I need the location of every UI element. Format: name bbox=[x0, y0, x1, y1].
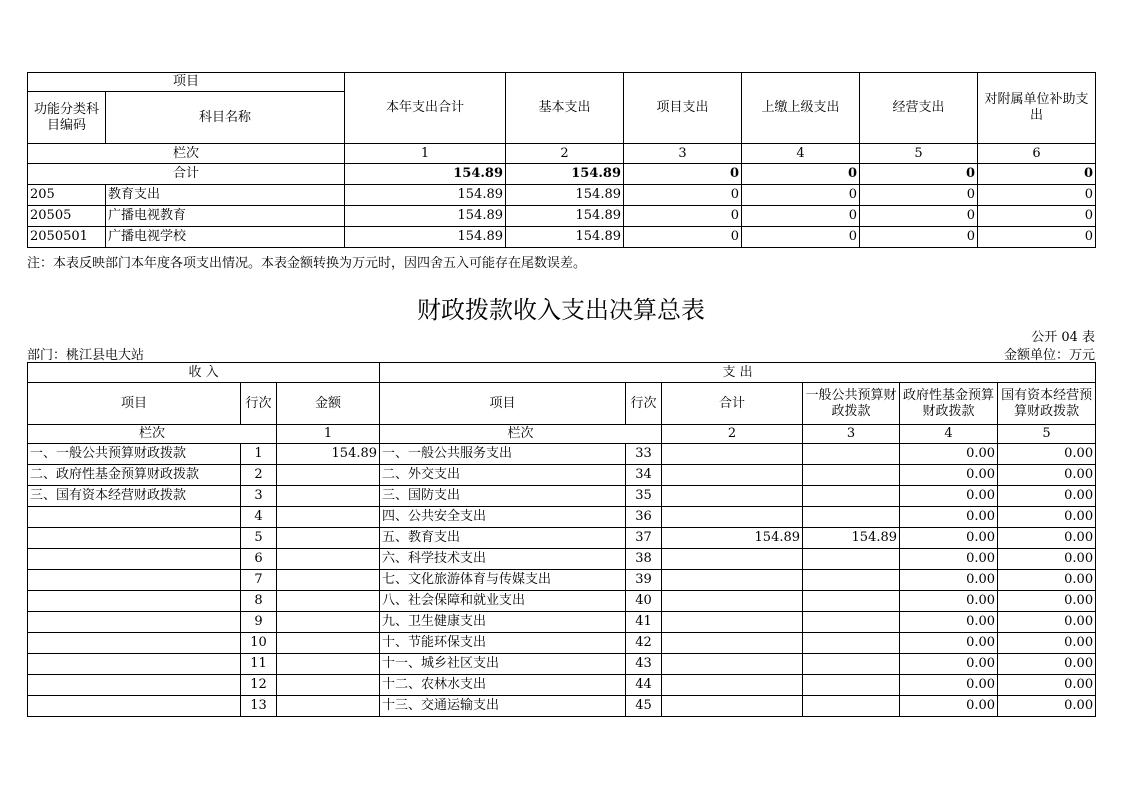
expense-rowno: 38 bbox=[626, 549, 662, 570]
header-col-subsidy: 对附属单位补助支出 bbox=[978, 73, 1096, 144]
page-title: 财政拨款收入支出决算总表 bbox=[417, 296, 705, 324]
table-row bbox=[28, 675, 1096, 696]
expense-total bbox=[662, 444, 803, 465]
income-amount bbox=[277, 654, 380, 675]
row-code: 205 bbox=[28, 185, 106, 206]
expense-gov-fund: 0.00 bbox=[900, 444, 998, 465]
expense-general-budget bbox=[803, 465, 900, 486]
income-expense-table bbox=[27, 362, 1096, 717]
lanci-num: 3 bbox=[624, 144, 742, 164]
header-exp-rowno: 行次 bbox=[626, 383, 662, 425]
header-state-capital: 国有资本经营预算财政拨款 bbox=[998, 383, 1096, 425]
expense-general-budget bbox=[803, 570, 900, 591]
expense-item: 七、文化旅游体育与传媒支出 bbox=[380, 570, 626, 591]
expense-general-budget bbox=[803, 444, 900, 465]
expense-state-capital: 0.00 bbox=[998, 696, 1096, 717]
row-value: 0 bbox=[624, 206, 742, 227]
row-value: 0 bbox=[978, 206, 1096, 227]
expense-gov-fund: 0.00 bbox=[900, 570, 998, 591]
header-exp-item: 项目 bbox=[380, 383, 626, 425]
row-value: 0 bbox=[978, 227, 1096, 248]
expense-total bbox=[662, 507, 803, 528]
income-amount bbox=[277, 696, 380, 717]
expense-general-budget bbox=[803, 486, 900, 507]
expense-gov-fund: 0.00 bbox=[900, 528, 998, 549]
header-amount: 金额 bbox=[277, 383, 380, 425]
expense-item: 十二、农林水支出 bbox=[380, 675, 626, 696]
lanci-num: 2 bbox=[662, 425, 803, 444]
income-rowno: 10 bbox=[241, 633, 277, 654]
header-col-upper: 上缴上级支出 bbox=[742, 73, 860, 144]
income-amount: 154.89 bbox=[277, 444, 380, 465]
expense-general-budget bbox=[803, 591, 900, 612]
expense-rowno: 35 bbox=[626, 486, 662, 507]
row-code: 2050501 bbox=[28, 227, 106, 248]
expense-general-budget bbox=[803, 675, 900, 696]
income-amount bbox=[277, 507, 380, 528]
row-value: 0 bbox=[860, 206, 978, 227]
row-value: 0 bbox=[742, 185, 860, 206]
income-amount bbox=[277, 612, 380, 633]
header-item: 项目 bbox=[28, 383, 241, 425]
table-row bbox=[28, 185, 1096, 206]
row-name: 广播电视学校 bbox=[106, 227, 345, 248]
table-row bbox=[28, 528, 1096, 549]
expense-gov-fund: 0.00 bbox=[900, 612, 998, 633]
lanci-label: 栏次 bbox=[28, 144, 345, 164]
expense-gov-fund: 0.00 bbox=[900, 633, 998, 654]
row-value: 154.89 bbox=[345, 227, 506, 248]
expense-gov-fund: 0.00 bbox=[900, 549, 998, 570]
expense-header: 支 出 bbox=[380, 363, 1096, 383]
lanci-num: 4 bbox=[900, 425, 998, 444]
income-rowno: 13 bbox=[241, 696, 277, 717]
expense-item: 十一、城乡社区支出 bbox=[380, 654, 626, 675]
table-row bbox=[28, 570, 1096, 591]
row-value: 154.89 bbox=[506, 185, 624, 206]
expense-state-capital: 0.00 bbox=[998, 612, 1096, 633]
expense-state-capital: 0.00 bbox=[998, 465, 1096, 486]
expense-item: 二、外交支出 bbox=[380, 465, 626, 486]
row-value: 0 bbox=[860, 185, 978, 206]
income-header: 收 入 bbox=[28, 363, 380, 383]
expense-rowno: 44 bbox=[626, 675, 662, 696]
table-row bbox=[28, 507, 1096, 528]
row-value: 0 bbox=[860, 227, 978, 248]
row-name: 广播电视教育 bbox=[106, 206, 345, 227]
lanci-num: 5 bbox=[860, 144, 978, 164]
header-item: 项目 bbox=[28, 73, 345, 92]
income-rowno: 2 bbox=[241, 465, 277, 486]
expense-gov-fund: 0.00 bbox=[900, 591, 998, 612]
income-item bbox=[28, 528, 241, 549]
row-value: 0 bbox=[978, 185, 1096, 206]
lanci-label-left: 栏次 bbox=[28, 425, 277, 444]
income-item bbox=[28, 696, 241, 717]
income-amount bbox=[277, 570, 380, 591]
expense-item: 十三、交通运输支出 bbox=[380, 696, 626, 717]
table-row bbox=[28, 654, 1096, 675]
income-rowno: 8 bbox=[241, 591, 277, 612]
income-amount bbox=[277, 591, 380, 612]
income-rowno: 9 bbox=[241, 612, 277, 633]
lanci-label-right: 栏次 bbox=[380, 425, 662, 444]
income-amount bbox=[277, 549, 380, 570]
row-value: 154.89 bbox=[506, 206, 624, 227]
income-rowno: 6 bbox=[241, 549, 277, 570]
expense-rowno: 42 bbox=[626, 633, 662, 654]
expense-total bbox=[662, 570, 803, 591]
lanci-num: 1 bbox=[277, 425, 380, 444]
expense-state-capital: 0.00 bbox=[998, 675, 1096, 696]
expense-general-budget bbox=[803, 654, 900, 675]
income-item bbox=[28, 570, 241, 591]
expense-general-budget bbox=[803, 612, 900, 633]
table-row bbox=[28, 591, 1096, 612]
income-rowno: 3 bbox=[241, 486, 277, 507]
expense-state-capital: 0.00 bbox=[998, 444, 1096, 465]
expense-rowno: 37 bbox=[626, 528, 662, 549]
expense-general-budget bbox=[803, 549, 900, 570]
row-value: 0 bbox=[624, 227, 742, 248]
row-value: 154.89 bbox=[345, 206, 506, 227]
row-name: 教育支出 bbox=[106, 185, 345, 206]
income-rowno: 4 bbox=[241, 507, 277, 528]
expense-state-capital: 0.00 bbox=[998, 633, 1096, 654]
income-item bbox=[28, 675, 241, 696]
expense-state-capital: 0.00 bbox=[998, 486, 1096, 507]
expense-item: 五、教育支出 bbox=[380, 528, 626, 549]
header-col-total: 本年支出合计 bbox=[345, 73, 506, 144]
header-func-code: 功能分类科目编码 bbox=[28, 92, 106, 144]
table-row bbox=[28, 227, 1096, 248]
row-value: 0 bbox=[742, 227, 860, 248]
total-value: 154.89 bbox=[345, 164, 506, 185]
header-col-project: 项目支出 bbox=[624, 73, 742, 144]
table-row bbox=[28, 549, 1096, 570]
expense-gov-fund: 0.00 bbox=[900, 675, 998, 696]
table-row bbox=[28, 444, 1096, 465]
expense-total bbox=[662, 465, 803, 486]
header-col-basic: 基本支出 bbox=[506, 73, 624, 144]
table-row bbox=[28, 486, 1096, 507]
expense-item: 三、国防支出 bbox=[380, 486, 626, 507]
lanci-num: 6 bbox=[978, 144, 1096, 164]
expense-general-budget: 154.89 bbox=[803, 528, 900, 549]
income-rowno: 12 bbox=[241, 675, 277, 696]
expense-gov-fund: 0.00 bbox=[900, 654, 998, 675]
income-item bbox=[28, 507, 241, 528]
table-note: 注：本表反映部门本年度各项支出情况。本表金额转换为万元时，因四舍五入可能存在尾数误差。 bbox=[27, 256, 587, 271]
income-rowno: 5 bbox=[241, 528, 277, 549]
income-amount bbox=[277, 465, 380, 486]
total-value: 0 bbox=[624, 164, 742, 185]
lanci-num: 1 bbox=[345, 144, 506, 164]
expense-general-budget bbox=[803, 507, 900, 528]
expense-gov-fund: 0.00 bbox=[900, 465, 998, 486]
expense-item: 九、卫生健康支出 bbox=[380, 612, 626, 633]
income-item bbox=[28, 549, 241, 570]
expense-total bbox=[662, 675, 803, 696]
expense-rowno: 34 bbox=[626, 465, 662, 486]
lanci-num: 5 bbox=[998, 425, 1096, 444]
expense-gov-fund: 0.00 bbox=[900, 507, 998, 528]
income-rowno: 11 bbox=[241, 654, 277, 675]
income-rowno: 1 bbox=[241, 444, 277, 465]
total-row bbox=[28, 164, 1096, 185]
total-value: 0 bbox=[978, 164, 1096, 185]
expense-rowno: 40 bbox=[626, 591, 662, 612]
expense-total bbox=[662, 549, 803, 570]
expense-general-budget bbox=[803, 696, 900, 717]
expense-rowno: 41 bbox=[626, 612, 662, 633]
income-item: 二、政府性基金预算财政拨款 bbox=[28, 465, 241, 486]
header-general-budget: 一般公共预算财政拨款 bbox=[803, 383, 900, 425]
expense-total bbox=[662, 612, 803, 633]
income-amount bbox=[277, 675, 380, 696]
expense-state-capital: 0.00 bbox=[998, 654, 1096, 675]
row-value: 0 bbox=[742, 206, 860, 227]
table-row bbox=[28, 696, 1096, 717]
expense-rowno: 39 bbox=[626, 570, 662, 591]
row-value: 154.89 bbox=[345, 185, 506, 206]
income-rowno: 7 bbox=[241, 570, 277, 591]
income-item bbox=[28, 654, 241, 675]
department-label: 部门：桃江县电大站 bbox=[27, 348, 145, 363]
expense-total bbox=[662, 654, 803, 675]
total-value: 0 bbox=[860, 164, 978, 185]
table-row bbox=[28, 206, 1096, 227]
expense-gov-fund: 0.00 bbox=[900, 696, 998, 717]
header-total: 合计 bbox=[662, 383, 803, 425]
unit-label: 金额单位：万元 bbox=[1003, 348, 1095, 363]
table-code: 公开 04 表 bbox=[1031, 330, 1095, 345]
total-label: 合计 bbox=[28, 164, 345, 185]
header-subject-name: 科目名称 bbox=[106, 92, 345, 144]
row-value: 154.89 bbox=[506, 227, 624, 248]
income-item: 三、国有资本经营财政拨款 bbox=[28, 486, 241, 507]
income-amount bbox=[277, 528, 380, 549]
income-item bbox=[28, 591, 241, 612]
income-item bbox=[28, 633, 241, 654]
income-amount bbox=[277, 486, 380, 507]
expense-state-capital: 0.00 bbox=[998, 528, 1096, 549]
row-value: 0 bbox=[624, 185, 742, 206]
row-code: 20505 bbox=[28, 206, 106, 227]
expense-rowno: 43 bbox=[626, 654, 662, 675]
income-item: 一、一般公共预算财政拨款 bbox=[28, 444, 241, 465]
expense-general-budget bbox=[803, 633, 900, 654]
expense-total bbox=[662, 486, 803, 507]
table-row bbox=[28, 612, 1096, 633]
expense-state-capital: 0.00 bbox=[998, 549, 1096, 570]
expense-state-capital: 0.00 bbox=[998, 507, 1096, 528]
expense-rowno: 36 bbox=[626, 507, 662, 528]
expense-item: 一、一般公共服务支出 bbox=[380, 444, 626, 465]
expense-total bbox=[662, 696, 803, 717]
header-gov-fund: 政府性基金预算财政拨款 bbox=[900, 383, 998, 425]
expense-total bbox=[662, 591, 803, 612]
total-value: 0 bbox=[742, 164, 860, 185]
lanci-num: 4 bbox=[742, 144, 860, 164]
total-value: 154.89 bbox=[506, 164, 624, 185]
expense-state-capital: 0.00 bbox=[998, 591, 1096, 612]
lanci-num: 3 bbox=[803, 425, 900, 444]
header-rowno: 行次 bbox=[241, 383, 277, 425]
expense-item: 六、科学技术支出 bbox=[380, 549, 626, 570]
expense-total bbox=[662, 633, 803, 654]
income-amount bbox=[277, 633, 380, 654]
header-col-business: 经营支出 bbox=[860, 73, 978, 144]
lanci-num: 2 bbox=[506, 144, 624, 164]
expense-rowno: 33 bbox=[626, 444, 662, 465]
expense-item: 四、公共安全支出 bbox=[380, 507, 626, 528]
expense-gov-fund: 0.00 bbox=[900, 486, 998, 507]
expense-state-capital: 0.00 bbox=[998, 570, 1096, 591]
expense-item: 十、节能环保支出 bbox=[380, 633, 626, 654]
expenditure-table bbox=[27, 72, 1096, 248]
expense-item: 八、社会保障和就业支出 bbox=[380, 591, 626, 612]
table-row bbox=[28, 465, 1096, 486]
expense-total: 154.89 bbox=[662, 528, 803, 549]
table-row bbox=[28, 633, 1096, 654]
income-item bbox=[28, 612, 241, 633]
expense-rowno: 45 bbox=[626, 696, 662, 717]
